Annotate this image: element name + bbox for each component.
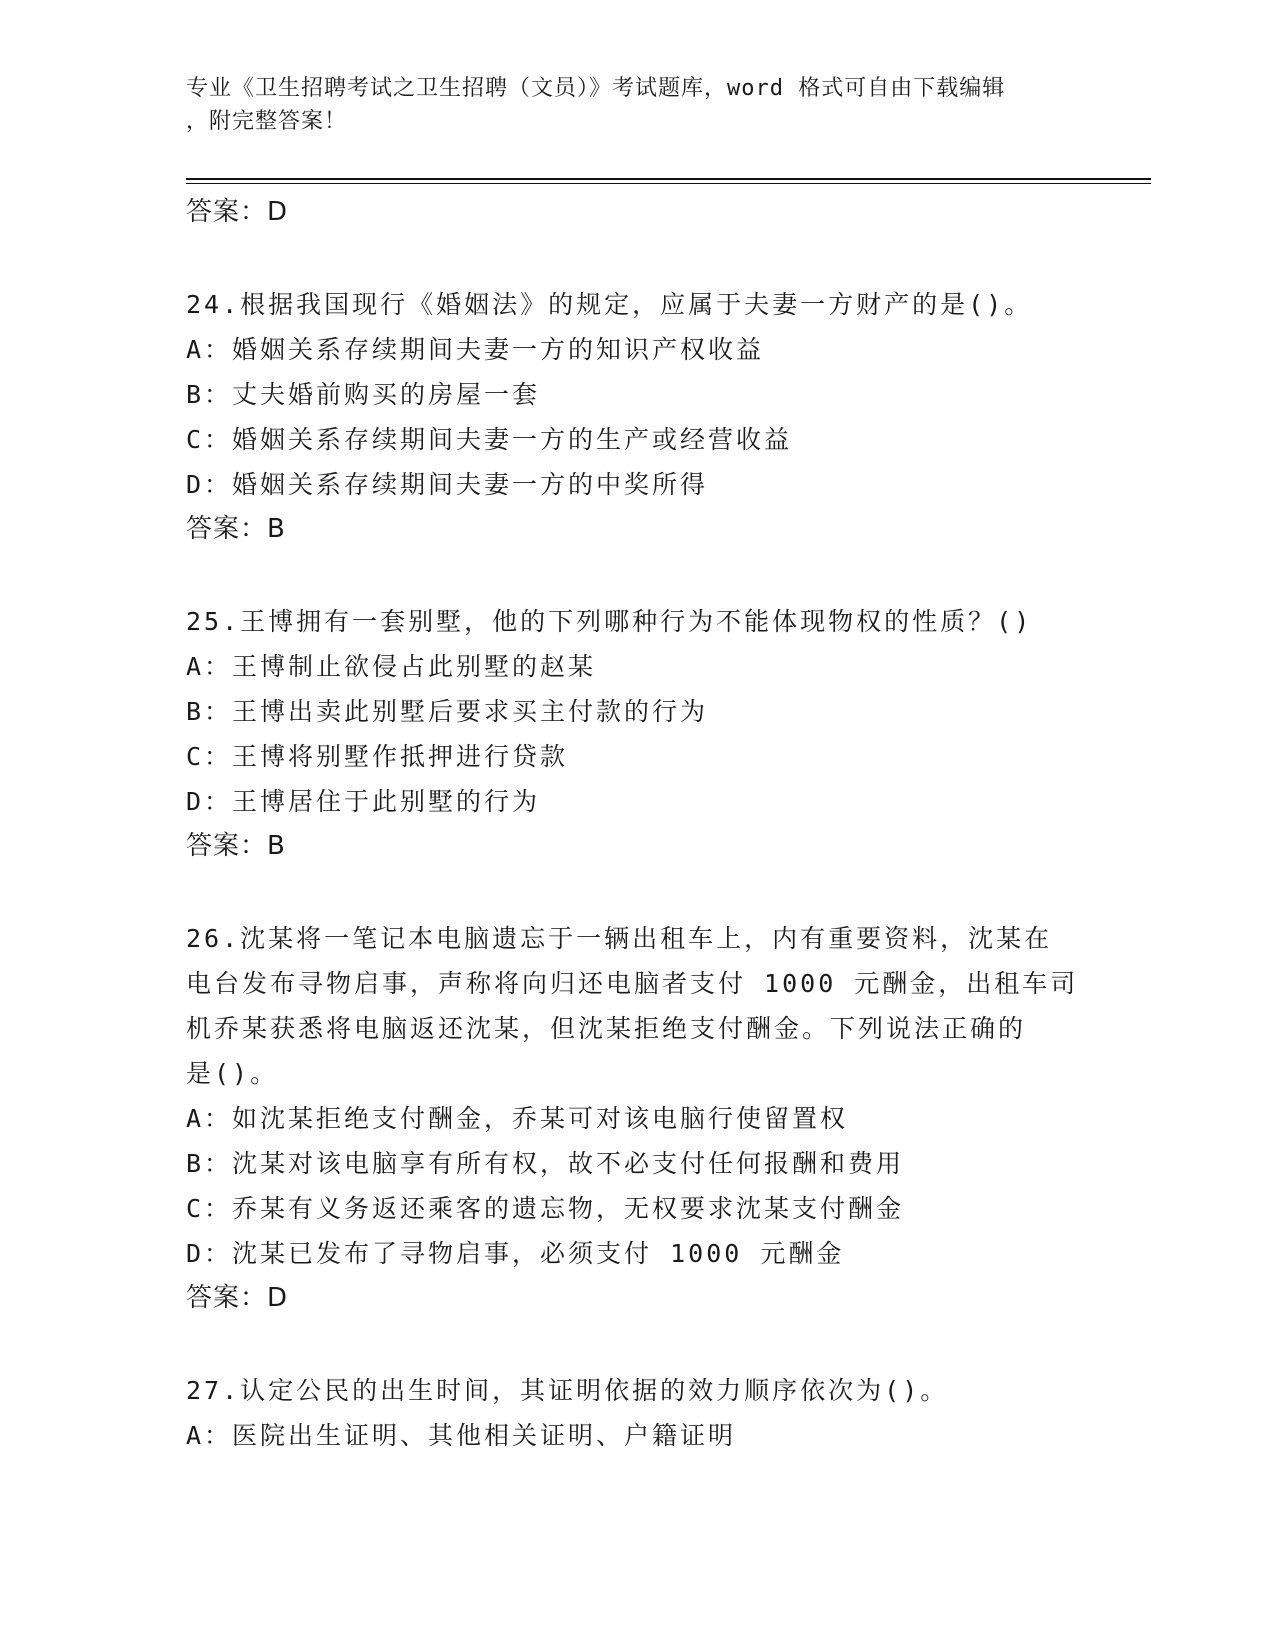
question-item bbox=[186, 282, 1086, 551]
document-header bbox=[186, 72, 1086, 138]
option-d: D：婚姻关系存续期间夫妻一方的中奖所得 bbox=[186, 470, 709, 499]
option-a: A：医院出生证明、其他相关证明、户籍证明 bbox=[186, 1421, 737, 1450]
question-stem bbox=[186, 282, 1086, 327]
option-a: A：婚姻关系存续期间夫妻一方的知识产权收益 bbox=[186, 335, 765, 364]
option-c: C：王博将别墅作抵押进行贷款 bbox=[186, 742, 569, 771]
question-item bbox=[186, 916, 1086, 1320]
question-stem-line: 24.根据我国现行《婚姻法》的规定，应属于夫妻一方财产的是()。 bbox=[186, 290, 1033, 319]
question-stem bbox=[186, 1368, 1086, 1413]
question-stem bbox=[186, 599, 1086, 644]
question-stem-line: 26.沈某将一笔记本电脑遗忘于一辆出租车上，内有重要资料，沈某在 bbox=[186, 924, 1053, 953]
answer-label: 答案：B bbox=[186, 514, 286, 544]
option-d: D：沈某已发布了寻物启事，必须支付 1000 元酬金 bbox=[186, 1239, 845, 1268]
question-stem-line: 机乔某获悉将电脑返还沈某，但沈某拒绝支付酬金。下列说法正确的 bbox=[186, 1014, 1027, 1043]
question-stem-line: 25.王博拥有一套别墅，他的下列哪种行为不能体现物权的性质？() bbox=[186, 607, 1033, 636]
question-item bbox=[186, 599, 1086, 868]
header-divider-thin bbox=[186, 183, 1151, 184]
option-b: B：沈某对该电脑享有所有权，故不必支付任何报酬和费用 bbox=[186, 1149, 905, 1178]
option-b: B：王博出卖此别墅后要求买主付款的行为 bbox=[186, 697, 709, 726]
header-line: ，附完整答案！ bbox=[186, 109, 348, 134]
header-line: 专业《卫生招聘考试之卫生招聘（文员）》考试题库，word 格式可自由下载编辑 bbox=[186, 76, 1006, 101]
question-stem-line: 27.认定公民的出生时间，其证明依据的效力顺序依次为()。 bbox=[186, 1376, 949, 1405]
header-divider bbox=[186, 178, 1151, 180]
option-a: A：如沈某拒绝支付酬金，乔某可对该电脑行使留置权 bbox=[186, 1104, 849, 1133]
answer-label: 答案：B bbox=[186, 831, 286, 861]
option-b: B：丈夫婚前购买的房屋一套 bbox=[186, 380, 541, 409]
question-item bbox=[186, 1368, 1086, 1458]
option-c: C：乔某有义务返还乘客的遗忘物，无权要求沈某支付酬金 bbox=[186, 1194, 905, 1223]
question-stem-line: 是()。 bbox=[186, 1059, 279, 1088]
option-a: A：王博制止欲侵占此别墅的赵某 bbox=[186, 652, 597, 681]
option-c: C：婚姻关系存续期间夫妻一方的生产或经营收益 bbox=[186, 425, 793, 454]
question-stem bbox=[186, 916, 1086, 1096]
question-list bbox=[186, 190, 1086, 1458]
answer-label: 答案：D bbox=[186, 1283, 289, 1313]
option-d: D：王博居住于此别墅的行为 bbox=[186, 787, 541, 816]
question-stem-line: 电台发布寻物启事，声称将向归还电脑者支付 1000 元酬金，出租车司 bbox=[186, 969, 1079, 998]
previous-answer: 答案：D bbox=[186, 197, 289, 227]
